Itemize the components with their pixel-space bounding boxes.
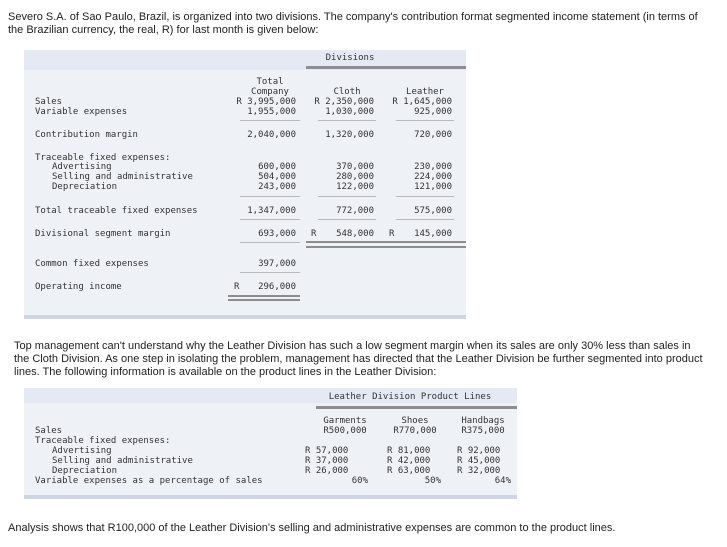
traceable-cloth-rule [318, 196, 376, 197]
segment-margin-leather-currency: R [389, 229, 395, 239]
divisions-header: Divisions [325, 53, 375, 63]
garments-variable-pct: 60% [351, 476, 368, 486]
garments-depreciation: R 26,000 [305, 466, 349, 476]
sales-cloth: R 2,350,000 [314, 97, 374, 107]
depreciation-total: 243,000 [258, 182, 296, 192]
product-sales-label: Sales [35, 426, 63, 436]
col-garments: Garments [323, 416, 367, 426]
closing-paragraph: Analysis shows that R100,000 of the Leather Division's selling and administrative expenses are common to the product lines. [8, 522, 616, 534]
product-advertising-label: Advertising [52, 446, 112, 456]
col-total-line1: Total [256, 77, 284, 87]
handbags-selling-admin: R 45,000 [457, 456, 501, 466]
divisions-rule [306, 66, 466, 69]
product-depreciation-label: Depreciation [52, 466, 118, 476]
segment-margin-leather: 145,000 [414, 229, 452, 239]
shoes-sales: R770,000 [393, 426, 437, 436]
garments-advertising: R 57,000 [305, 446, 349, 456]
garments-sales: R500,000 [323, 426, 367, 436]
shoes-advertising: R 81,000 [387, 446, 431, 456]
shoes-depreciation: R 63,000 [387, 466, 431, 476]
segment-total-rule [240, 219, 300, 220]
col-shoes: Shoes [401, 416, 429, 426]
handbags-depreciation: R 32,000 [457, 466, 501, 476]
col-cloth: Cloth [333, 87, 361, 97]
segment-margin-cloth-currency: R [311, 229, 317, 239]
operating-income-label: Operating income [35, 282, 122, 292]
garments-selling-admin: R 37,000 [305, 456, 349, 466]
total-rule [240, 120, 300, 121]
common-total-rule [240, 242, 300, 243]
handbags-variable-pct: 64% [494, 476, 511, 486]
advertising-label: Advertising [52, 162, 112, 172]
traceable-total-rule [240, 196, 300, 197]
selling-admin-cloth: 280,000 [336, 172, 374, 182]
contribution-margin-label: Contribution margin [35, 130, 138, 140]
product-lines-rule [316, 406, 517, 409]
cloth-rule [318, 120, 376, 121]
product-traceable-header: Traceable fixed expenses: [35, 436, 171, 446]
statement-footer-band [24, 315, 466, 319]
selling-admin-total: 504,000 [258, 172, 296, 182]
variable-expenses-cloth: 1,030,000 [325, 107, 374, 117]
traceable-header-label: Traceable fixed expenses: [35, 153, 171, 163]
depreciation-cloth: 122,000 [336, 182, 374, 192]
depreciation-label: Depreciation [52, 182, 118, 192]
operating-total-rule [240, 272, 300, 273]
variable-expenses-total: 1,955,000 [247, 107, 296, 117]
selling-admin-label: Selling and administrative [52, 172, 193, 182]
shoes-selling-admin: R 42,000 [387, 456, 431, 466]
segment-double-rule-bottom [306, 246, 466, 248]
sales-total: R 3,995,000 [236, 97, 296, 107]
variable-pct-label: Variable expenses as a percentage of sales [35, 476, 263, 486]
middle-paragraph: Top management can't understand why the Leather Division has such a low segment margin when its sales are only 30% less than sales in the Cloth Division. As one step in isolating the problem, management has directed that the Leather Division be further segmented into product lines. The following information is available on the product lines in the Leather Division: [14, 340, 703, 378]
handbags-sales: R375,000 [461, 426, 505, 436]
col-leather: Leather [406, 87, 444, 97]
intro-paragraph: Severo S.A. of Sao Paulo, Brazil, is organized into two divisions. The company's contribution format segmented income statement (in terms of the Brazilian currency, the real, R) for last month is given below: [8, 11, 698, 36]
advertising-total: 600,000 [258, 162, 296, 172]
total-traceable-total: 1,347,000 [247, 206, 296, 216]
operating-income-total: 296,000 [258, 282, 296, 292]
segment-margin-label: Divisional segment margin [35, 229, 171, 239]
contribution-margin-total: 2,040,000 [247, 130, 296, 140]
sales-leather: R 1,645,000 [392, 97, 452, 107]
contribution-margin-leather: 720,000 [414, 130, 452, 140]
product-lines-header: Leather Division Product Lines [328, 392, 492, 402]
product-footer-band [24, 495, 517, 499]
leather-rule [396, 120, 454, 121]
operating-double-rule-bottom [228, 299, 300, 301]
col-handbags: Handbags [461, 416, 505, 426]
common-fixed-label: Common fixed expenses [35, 259, 149, 269]
segment-leather-rule [396, 219, 454, 220]
sales-label: Sales [35, 97, 63, 107]
operating-income-currency: R [234, 282, 240, 292]
segment-double-rule-top [306, 241, 466, 243]
variable-expenses-label: Variable expenses [35, 107, 128, 117]
product-selling-admin-label: Selling and administrative [52, 456, 193, 466]
col-total-line2: Company [251, 87, 289, 97]
selling-admin-leather: 224,000 [414, 172, 452, 182]
advertising-leather: 230,000 [414, 162, 452, 172]
variable-expenses-leather: 925,000 [414, 107, 452, 117]
segment-margin-total: 693,000 [258, 229, 296, 239]
contribution-margin-cloth: 1,320,000 [325, 130, 374, 140]
traceable-leather-rule [396, 196, 454, 197]
operating-double-rule-top [228, 295, 300, 297]
shoes-variable-pct: 50% [424, 476, 441, 486]
total-traceable-leather: 575,000 [414, 206, 452, 216]
depreciation-leather: 121,000 [414, 182, 452, 192]
handbags-advertising: R 92,000 [457, 446, 501, 456]
common-fixed-total: 397,000 [258, 259, 296, 269]
segment-margin-cloth: 548,000 [336, 229, 374, 239]
segment-cloth-rule [318, 219, 376, 220]
total-traceable-cloth: 772,000 [336, 206, 374, 216]
advertising-cloth: 370,000 [336, 162, 374, 172]
total-traceable-label: Total traceable fixed expenses [35, 206, 198, 216]
